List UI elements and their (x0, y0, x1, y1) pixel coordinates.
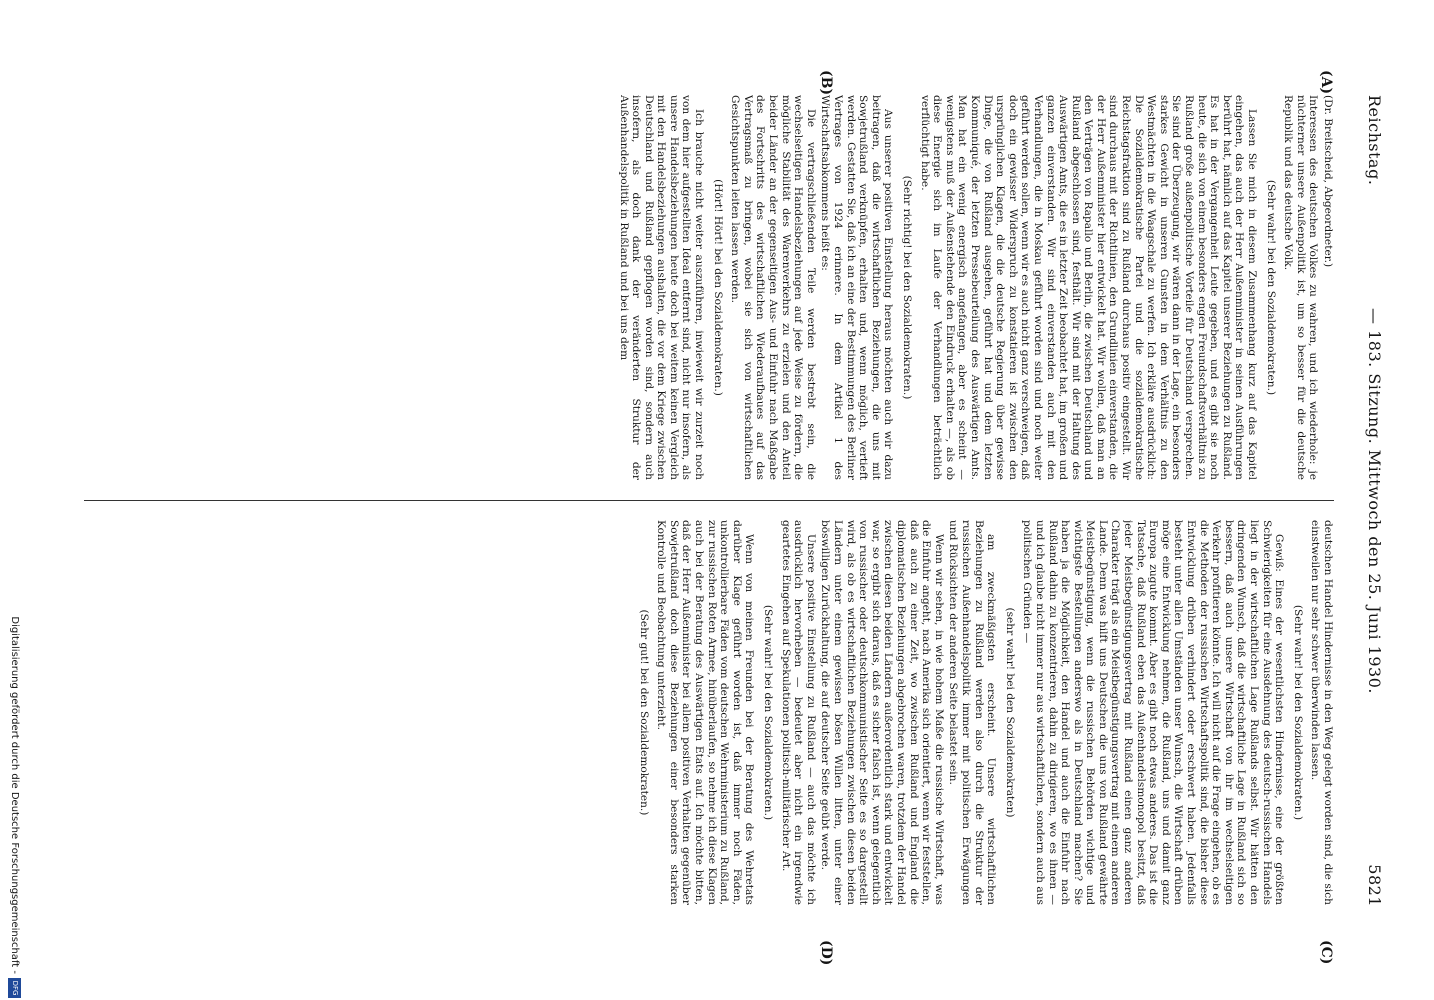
paragraph: Unsere positive Einstellung zu Rußland — auch das möchte ich ausdrücklich hervorheben — bedeutet aber nicht ein irgendwie geartetes Eingehen auf Spekulationen politisch-militärischer Art. (779, 520, 817, 905)
paragraph: Wenn von meinen Freunden bei der Beratung des Wehretats darüber Klage geführt worden ist, daß immer noch Fäden, unkontrollierbare Fäden vom deutschen Wehrministerium zu Rußland, zur russischen Roten Armee, hinüberlaufen, so nehme ich diese Klagen auch bei der Beratung des Auswärtigen Etats auf. Ich möchte bitten, daß der Herr Außenminister bei allem positiven Verhalten gegenüber Sowjetrußland doch diese Beziehungen einer besonders starken Kontrolle und Beobachtung unterzieht. (655, 520, 756, 905)
paragraph: Gewiß: Eines der wesentlichsten Hindernisse, eine der größten Schwierigkeiten für eine Ausdehnung des deutsch-russischen Handels liegt in der wirtschaftlichen Lage Rußlands selbst. Wir hätten den dringenden Wunsch, daß die wirtschaftliche Lage in Rußland sich so bessern, daß auch unsere Wirtschaft von ihr im wechselseitigen Verkehr profitieren könnte. Ich will nicht auf die Frage eingehen, ob es die Methoden der russischen Wirtschaftspolitik sind, die bisher diese Entwicklung drüben verhindert oder erschwert haben. Jedenfalls besteht unter allen Umständen unser Wunsch, die Wirtschaft drüben möge eine Entwicklung nehmen, die Rußland, uns und damit ganz Europa zugute kommt. Aber es gibt noch etwas anderes. Das ist die Tatsache, daß Rußland eben das Außenhandelsmonopol besitzt, daß jeder Meistbegünstigungsvertrag mit Rußland einen ganz anderen Charakter trägt als ein Meistbegünstigungsvertrag mit einem anderen Lande. Denn was hilft uns Deutschen die uns von Rußland gewährte Meistbegünstigung, wenn die russischen Behörden wichtige und wichtigste Bestellungen anderswo als in Deutschland machen? Sie haben ja die Möglichkeit, den Handel und auch die Einfuhr nach Rußland dahin zu konzentrieren, dahin zu dirigieren, wo es ihnen — und ich glaube nicht immer nur aus wirtschaftlichen, sondern auch aus politischen Gründen — (1021, 520, 1286, 905)
margin-marker-a: (A) (1318, 70, 1334, 95)
right-text-column (74, 520, 1334, 905)
funding-credit: Digitalisierung gefördert durch die Deutsche Forschungsgemeinschaft - (9, 616, 20, 974)
paragraph: Die vertragschließenden Teile werden bestrebt sein, die wechselseitigen Handelsbeziehungen auf jede Weise zu fördern, die mögliche Stabilität des Warenverkehrs zu erzielen und den Anteil beider Länder an der gegenseitigen Aus- und Einfuhr nach Maßgabe des Fortschritts des wirtschaftlichen Wiederaufbaues auf das Vertragsmaß zu bringen, wobei sie sich von wirtschaftlichen Gesichtspunkten leiten lassen werden. (729, 95, 817, 480)
column-divider (84, 500, 1334, 501)
interjection: (Sehr gut! bei den Sozialdemokraten.) (637, 609, 650, 816)
paragraph: am zweckmäßigsten erscheint. Unsere wirtschaftlichen Beziehungen zu Rußland werden also durch die Struktur der russischen Außenhandelspolitik immer mit politischen Erwägungen und Rücksichten der anderen Seite belastet sein. (947, 520, 998, 905)
margin-marker-b: (B) (818, 70, 834, 96)
header-center: — 183. Sitzung. Mittwoch den 25. Juni 1930. (1365, 308, 1384, 694)
interjection: (Sehr wahr! bei den Sozialdemokraten.) (762, 604, 775, 821)
page-number: 5821 (1365, 864, 1384, 907)
left-text-column (74, 95, 1334, 480)
page-footer (4, 0, 24, 1000)
interjection: (Sehr richtig! bei den Sozialdemokraten.) (901, 175, 913, 400)
interjection: (Sehr wahr! bei den Sozialdemokraten.) (1291, 604, 1304, 821)
interjection: (Hört! Hört! bei den Sozialdemokraten.) (711, 179, 724, 396)
paragraph: Ich brauche nicht weiter auszuführen, inwieweit wir zurzeit noch von dem hier aufgestellten Ideal entfernt sind, nicht nur insofern, als unsere Handelsbeziehungen heute doch bei weitem keinen Vergleich mit den Handelsbeziehungen aushalten, die vor dem Kriege zwischen Deutschland und Rußland gepflogen worden sind, sondern auch insofern, als doch dank der veränderten Struktur der Außenhandelspolitik in Rußland und bei uns dem (617, 95, 706, 480)
paragraph: Wenn wir sehen, in wie hohem Maße die russische Wirtschaft, was die Einfuhr angeht, nach Amerika sich orientiert, wenn wir feststellen, daß auch zu einer Zeit, wo zwischen Rußland und England die diplomatischen Beziehungen abgebrochen waren, trotzdem der Handel zwischen diesen beiden Ländern außerordentlich stark und entwickelt war, so ergibt sich daraus, daß es sicher falsch ist, wenn gelegentlich von russischer oder deutschkommunistischer Seite es so dargestellt wird, als ob es wirtschaftlichen Beziehungen zwischen diesen beiden Ländern unter einem gewissen bösen Willen litten, unter einer böswilligen Zurückhaltung, die auf deutscher Seite geübt werde. (819, 520, 945, 905)
dfg-logo: DFG (8, 978, 21, 998)
page-header (1354, 95, 1384, 907)
margin-marker-d: (D) (818, 940, 834, 966)
paragraph: Interessen des deutschen Volkes zu wahren, und ich wiederhole: je nüchterner unsere Außenpolitik ist, um so besser für die deutsche Republik und das deutsche Volk. (1282, 95, 1320, 480)
paragraph: deutschen Handel Hindernisse in den Weg gelegt worden sind, die sich einstweilen nur sehr schwer überwinden lassen. (1309, 520, 1334, 905)
header-left: Reichstag. (1365, 95, 1384, 186)
paragraph: Aus unserer positiven Einstellung heraus möchten auch wir dazu beitragen, daß die wirtschaftlichen Beziehungen, die uns mit Sowjetrußland verknüpfen, erhalten und, wenn möglich, vertieft werden. Gestatten Sie, daß ich an eine der Bestimmungen des Berliner Vertrages von 1924 erinnere. In dem Artikel 1 des Wirtschaftsabkommens heißt es: (819, 95, 895, 480)
margin-marker-c: (C) (1318, 940, 1334, 965)
paragraph: (Dr. Breitscheid, Abgeordneter.) (1322, 95, 1334, 268)
interjection: (Sehr wahr! bei den Sozialdemokraten.) (1264, 179, 1277, 396)
interjection: (sehr wahr! bei den Sozialdemokraten) (1003, 607, 1016, 818)
paragraph: Lassen Sie mich in diesem Zusammenhang kurz auf das Kapitel eingehen, das auch der Herr Außenminister in seinen Ausführungen berührt hat, nämlich auf das Kapitel unserer Beziehungen zu Rußland. Es hat in der Vergangenheit Leute gegeben, und es gibt sie noch heute, die sich von einem besonders engen Freundschaftsverhältnis zu Rußland große außenpolitische Vorteile für Deutschland versprechen. Sie sind der Überzeugung, wir wären dann in der Lage, ein besonders starkes Gewicht in unseren Gunsten in dem Verhältnis zu den Westmächten in die Waagschale zu werfen. Ich erkläre ausdrücklich: Die Sozialdemokratische Partei und die sozialdemokratische Reichstagsfraktion sind zu Rußland durchaus positiv eingestellt. Wir sind durchaus mit der Richtlinien, den Grundlinien einverstanden, die der Herr Außenminister hier entwickelt hat. Wir wollen, daß man an den Verträgen von Rapallo und Berlin, die zwischen Deutschland und Rußland abgeschlossen sind, festhält. Wir sind mit der Haltung des Auswärtigen Amts, die es in letzter Zeit beobachtet hat, im großen und ganzen einverstanden. Wir sind einverstanden auch mit den Verhandlungen, die in Moskau geführt worden sind und noch weiter geführt werden sollen, wenn wir es auch nicht ganz verschweigen, daß doch ein gewisser Widerspruch zu konstatieren ist zwischen den ursprünglichen Klagen, die die deutsche Regierung über gewisse Dinge, die von Rußland ausgehen, geführt hat und dem letzten Kommuniqué, der letzten Pressebeurteilung des Auswärtigen Amts. Man hat ein wenig energisch angefangen, aber es scheint — wenigstens muß der Außenstehende den Eindruck erhalten —, als ob diese Energie sich im Laufe der Verhandlungen beträchtlich verflüchtigt habe. (918, 95, 1259, 480)
